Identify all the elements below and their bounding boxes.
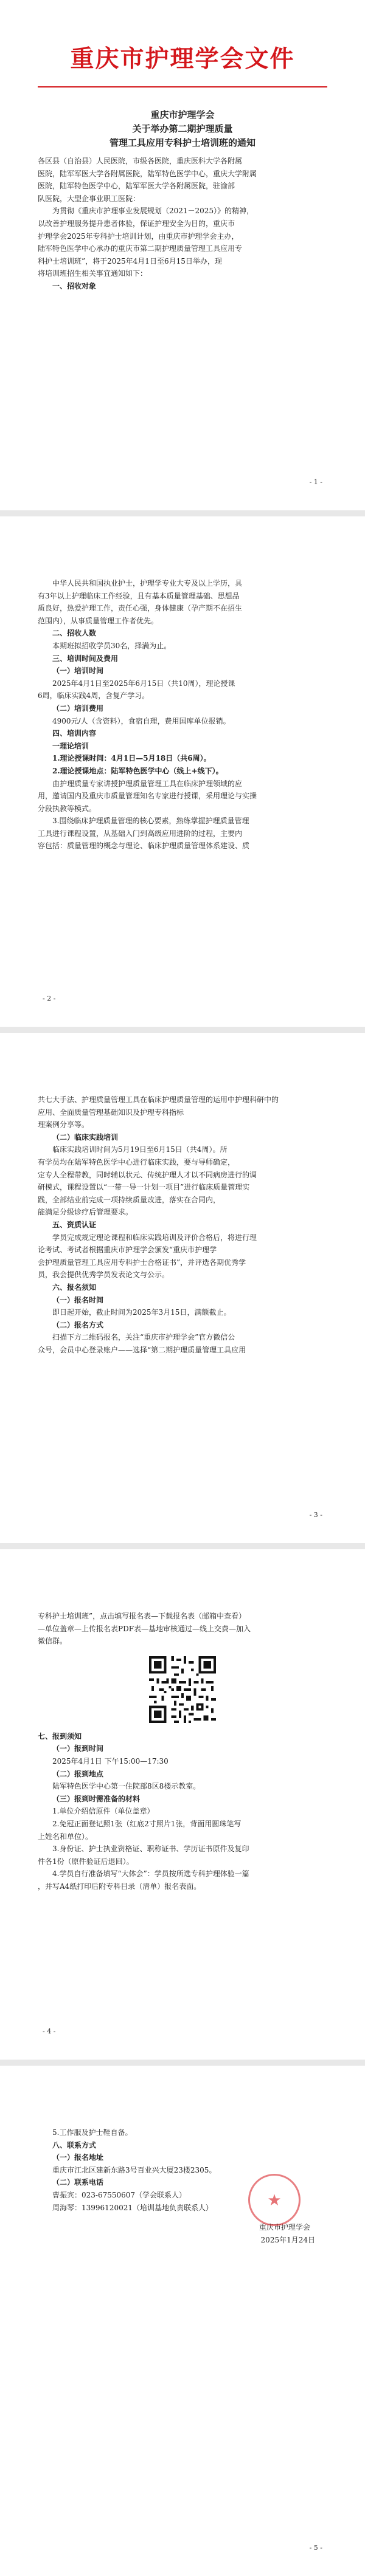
notice-title-line-2: 关于举办第二期护理质量 — [132, 123, 233, 134]
subsection-heading: （一）报到时间 — [52, 1744, 104, 1753]
salutation-line: 队医院，大型企事业职工医院： — [38, 194, 141, 203]
body-line: 以改善护理服务提升患者体验，保证护理安全为目的，重庆市 — [38, 219, 235, 228]
list-item: 2.理论授课地点：陆军特色医学中心（线上+线下）。 — [52, 766, 223, 775]
list-item: ，并写A4纸打印后附专科目录（清单）报名表面。 — [38, 1882, 201, 1891]
document-page-1 — [0, 0, 365, 510]
subsection-heading: （二）临床实践培训 — [52, 1132, 119, 1142]
list-item: 件各1份（原件验证后退回）。 — [38, 1857, 134, 1866]
body-line: 2025年4月1日至2025年6月15日（共10周），理论授课 — [52, 679, 235, 688]
body-line: 共七大手法、护理质量管理工具在临床护理质量管理的运用中护理科研中的 — [38, 1095, 279, 1104]
subsection-heading: （一）报名时间 — [52, 1295, 104, 1304]
body-line: 临床实践培训时间为5月19日至6月15日（共4周）。所 — [52, 1145, 228, 1154]
body-line: 陆军特色医学中心第一住院部8区8楼示教室。 — [52, 1782, 201, 1791]
body-line: 有3年以上护理临床工作经验，且有基本质量管理基础、思想品 — [38, 591, 240, 600]
page-number: - 4 - — [43, 2027, 56, 2035]
subsection-heading: （二）培训费用 — [52, 704, 104, 713]
page-number: - 2 - — [43, 995, 56, 1002]
red-divider-line — [38, 86, 327, 87]
list-item: 1.理论授课时间：4月1日—5月18日（共6周）。 — [52, 754, 211, 763]
document-page-5 — [0, 2066, 365, 2576]
subsection-heading: （二）报到地点 — [52, 1769, 104, 1778]
list-item: 上姓名和单位）。 — [38, 1832, 93, 1841]
body-line: 3.围绕临床护理质量管理的核心要素，熟练掌握护理质量管理 — [52, 817, 249, 826]
body-line: 本期班拟招收学员30名，择满为止。 — [52, 641, 172, 650]
masthead-title: 重庆市护理学会文件 — [70, 46, 295, 73]
body-line: 范围内），从事质量管理工作者优先。 — [38, 616, 159, 625]
body-line: 论考试、考试者根据重庆市护理学会颁发“重庆市护理学 — [38, 1245, 217, 1255]
section-heading: 四、培训内容 — [52, 729, 97, 738]
salutation-line: 医院，陆军特色医学中心，陆军军医大学各附属医院，驻渝部 — [38, 182, 235, 191]
list-item: 4.学员自行准备填写“大体会”：学员按所选专科护理体验一篇 — [52, 1869, 249, 1879]
body-line: 将培训班招生相关事宜通知如下： — [38, 269, 148, 278]
body-line: 研模式，课程设置以“一带一导一计划一项目”进行临床质量管理实 — [38, 1183, 250, 1192]
body-line: 微信群。 — [38, 1637, 68, 1646]
body-line: 陆军特色医学中心承办的重庆市第二期护理质量管理工具应用专 — [38, 244, 243, 253]
subsection-heading: （一）培训时间 — [52, 666, 104, 676]
official-seal-stamp — [248, 2174, 301, 2226]
salutation-line: 医院，陆军军医大学各附属医院，陆军特色医学中心，重庆大学附属 — [38, 169, 257, 178]
body-line: 4900元/人（含资料），食宿自理，费用国库单位报销。 — [52, 716, 231, 725]
subsection-heading: （二）联系电话 — [52, 2178, 104, 2187]
list-item: 2.免冠正面登记照1张（红底2寸照片1张，背面用圆珠笔写 — [52, 1819, 242, 1828]
body-line: 员，我会提供优秀学员发表论文与公示。 — [38, 1270, 170, 1279]
seal-star-icon: ★ — [267, 2191, 282, 2210]
body-line: 分段执教等模式。 — [38, 804, 97, 813]
body-line: 2025年4月1日 下午15:00—17:30 — [52, 1756, 169, 1766]
section-heading: 三、培训时间及费用 — [52, 654, 119, 663]
body-line: 由护理质量专家讲授护理质量管理工具在临床护理领域的应 — [52, 779, 243, 788]
notice-title-line-3: 管理工具应用专科护士培训班的通知 — [109, 137, 255, 148]
body-line: 科护士培训班”，将于2025年4月1日至6月15日举办，现 — [38, 256, 222, 265]
signature-organization: 重庆市护理学会 — [259, 2223, 310, 2232]
body-line: 专科护士培训班”，点击填写报名表—下载报名表（邮箱中查看） — [38, 1612, 246, 1620]
subsection-heading: （三）报到时需准备的材料 — [52, 1794, 141, 1803]
body-line: 会护理质量管理工具应用专科护士合格证书”，并评选各期优秀学 — [38, 1258, 246, 1267]
body-line: 即日起开始，截止时间为2025年3月15日，满额截止。 — [52, 1308, 231, 1317]
page-number: - 3 - — [309, 1511, 322, 1519]
subsection-heading: （一）报名地址 — [52, 2153, 104, 2162]
body-line: 能满足分级诊疗后管理要求。 — [38, 1208, 133, 1217]
list-item: 3.身份证、护士执业资格证、职称证书、学历证书原件及复印 — [52, 1845, 249, 1854]
signature-date: 2025年1月24日 — [260, 2235, 315, 2244]
section-heading: 八、联系方式 — [52, 2140, 97, 2150]
body-line: 扫描下方二维码报名，关注“重庆市护理学会”官方微信公 — [52, 1333, 235, 1342]
body-line: 理案例分享等。 — [38, 1120, 89, 1129]
body-line: 有学员均在陆军特色医学中心进行临床实践，要与导师确定， — [38, 1157, 235, 1166]
list-item: 5.工作服及护士鞋自备。 — [52, 2128, 133, 2137]
body-line: 定专人全程带教，同时辅以状元、传统护理人才以不同病房进行的调 — [38, 1170, 257, 1179]
body-line: 容包括：质量管理的概念与理论、临床护理质量管理体系建设、质 — [38, 841, 250, 851]
section-heading: 一、招收对象 — [52, 281, 97, 290]
body-line: 质良好，热爱护理工作，责任心强，身体健康（孕产期不在招生 — [38, 604, 243, 613]
salutation-line: 各区县（自治县）人民医院，市级各医院，重庆医科大学各附属 — [38, 157, 243, 165]
body-line: 重庆市江北区建新东路3号百业兴大厦23楼2305。 — [52, 2165, 217, 2174]
body-line: 6周，临床实践4周，含复产学习。 — [38, 691, 150, 701]
contact-phone: 曹振宾：023-67550607（学会联系人） — [52, 2190, 187, 2199]
body-line: 中华人民共和国执业护士，护理学专业大专及以上学历，具 — [52, 579, 243, 587]
body-line: 学员完成规定理论课程和临床实践培训及评价合格后，将进行理 — [52, 1233, 257, 1242]
contact-phone: 周海琴：13996120021（培训基地负责联系人） — [52, 2203, 213, 2212]
section-heading: 六、报名须知 — [52, 1283, 97, 1292]
section-heading: 二、招收人数 — [52, 629, 97, 638]
document-page-2 — [0, 516, 365, 1027]
notice-title-line-1: 重庆市护理学会 — [150, 109, 215, 120]
list-item: 1.单位介绍信原件（单位盖章） — [52, 1807, 155, 1816]
body-line: 应用、全面质量管理基础知识及护理专科指标 — [38, 1108, 184, 1117]
body-line: 为贯彻《重庆市护理事业发展规划（2021－2025）》的精神， — [52, 207, 254, 216]
subsection-heading: 一理论培训 — [52, 741, 89, 750]
subsection-heading: （二）报名方式 — [52, 1320, 104, 1329]
body-line: 工具进行课程设置，从基础入门到高级应用进阶的过程，主要内 — [38, 829, 243, 838]
body-line: 护理学会2025年专科护士培训计划，由重庆市护理学会主办， — [38, 231, 239, 241]
registration-qr-code[interactable] — [147, 1654, 218, 1725]
section-heading: 七、报到须知 — [38, 1732, 82, 1741]
body-line: —单位盖章—上传报名表PDF表—基地审核通过—线上交费—加入 — [38, 1624, 251, 1633]
body-line: 践，全部结业前完成一项持续质量改进，落实在合同内， — [38, 1195, 221, 1204]
document-page-3 — [0, 1033, 365, 1543]
page-number: - 1 - — [309, 478, 322, 486]
body-line: 用，邀请国内及重庆市质量管理知名专家进行授课，采用理论与实操 — [38, 792, 257, 801]
body-line: 众号，会员中心登录账户——选择“第二期护理质量管理工具应用 — [38, 1345, 246, 1354]
document-page-4 — [0, 1549, 365, 2060]
section-heading: 五、资质认证 — [52, 1220, 97, 1229]
page-number: - 5 - — [309, 2544, 322, 2552]
